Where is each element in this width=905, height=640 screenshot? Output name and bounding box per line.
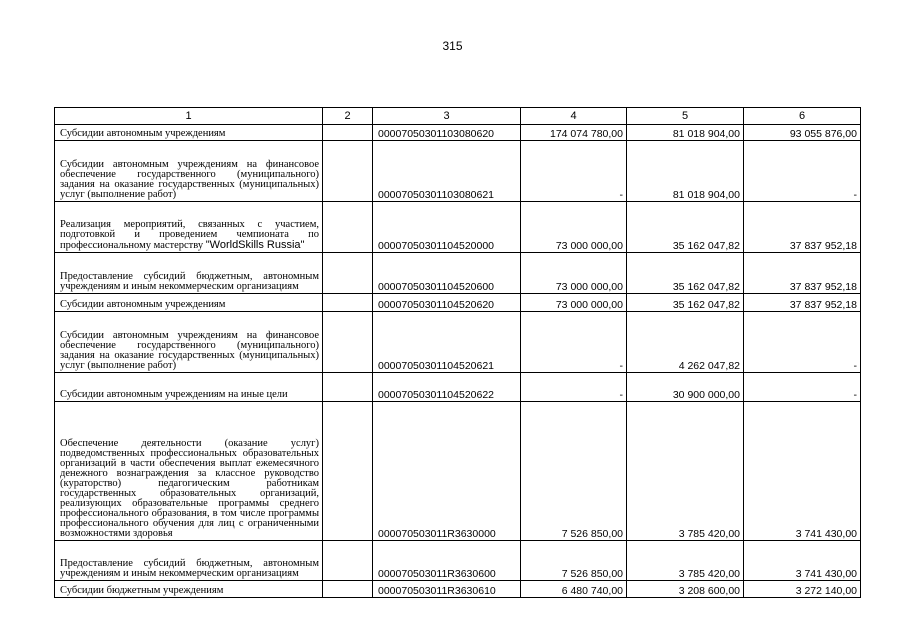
row-code: 000070503011R3630000 [373,402,521,541]
row-value-4: 7 526 850,00 [521,541,627,581]
row-col2 [323,125,373,141]
row-col2 [323,202,373,253]
row-value-5: 4 262 047,82 [627,312,744,373]
row-value-6: - [744,141,861,202]
row-code: 00007050301104520000 [373,202,521,253]
row-value-5: 35 162 047,82 [627,253,744,294]
row-col2 [323,541,373,581]
header-cell-2: 2 [323,108,373,125]
header-cell-3: 3 [373,108,521,125]
row-name: Субсидии автономным учреждениям на иные цели [55,373,323,402]
table-row [55,141,861,202]
table-row [55,312,861,373]
header-cell-6: 6 [744,108,861,125]
header-cell-5: 5 [627,108,744,125]
row-value-5: 30 900 000,00 [627,373,744,402]
row-name: Субсидии бюджетным учреждениям [55,581,323,598]
row-name: Предоставление субсидий бюджетным, автономным учреждениям и иным некоммерческим организациям [55,253,323,294]
table-row [55,125,861,141]
row-value-6: 37 837 952,18 [744,253,861,294]
row-col2 [323,294,373,312]
table-row [55,373,861,402]
row-col2 [323,141,373,202]
row-value-5: 35 162 047,82 [627,294,744,312]
row-value-4: 6 480 740,00 [521,581,627,598]
row-code: 00007050301103080621 [373,141,521,202]
header-cell-4: 4 [521,108,627,125]
row-value-6: 3 741 430,00 [744,541,861,581]
budget-table [54,107,861,598]
row-value-4: 7 526 850,00 [521,402,627,541]
row-value-6: 3 741 430,00 [744,402,861,541]
row-name: Субсидии автономным учреждениям на финансовое обеспечение государственного (муниципального) задания на оказание государственных (муниципальных) услуг (выполнение работ) [55,141,323,202]
row-value-6: - [744,373,861,402]
row-value-5: 81 018 904,00 [627,141,744,202]
row-name: Субсидии автономным учреждениям [55,125,323,141]
row-value-5: 3 785 420,00 [627,541,744,581]
row-value-6: 37 837 952,18 [744,294,861,312]
row-col2 [323,402,373,541]
row-col2 [323,253,373,294]
row-value-5: 3 785 420,00 [627,402,744,541]
row-value-6: 37 837 952,18 [744,202,861,253]
row-value-4: - [521,312,627,373]
row-name: Предоставление субсидий бюджетным, автономным учреждениям и иным некоммерческим организациям [55,541,323,581]
row-name-tail: "WorldSkills Russia" [205,239,305,251]
row-value-5: 3 208 600,00 [627,581,744,598]
row-col2 [323,581,373,598]
row-value-4: 174 074 780,00 [521,125,627,141]
row-value-6: - [744,312,861,373]
table-row [55,294,861,312]
table-row [55,253,861,294]
table-row [55,581,861,598]
row-value-5: 35 162 047,82 [627,202,744,253]
row-name: Субсидии автономным учреждениям [55,294,323,312]
row-col2 [323,373,373,402]
page-number: 315 [442,39,463,53]
row-code: 000070503011R3630610 [373,581,521,598]
row-name: Обеспечение деятельности (оказание услуг) подведомственных профессиональных образовательных организаций в части обеспечения выплат ежемесячного денежного вознаграждения за классное руководство (кураторство) педагогическим работникам государственных образовательных организаций, реализующих образовательные программы среднего профессионального образования, в том числе программы профессионального обучения для лиц с ограниченными возможностями здоровья [55,402,323,541]
table-row [55,202,861,253]
row-value-4: 73 000 000,00 [521,294,627,312]
table-row [55,541,861,581]
row-name [55,202,323,253]
row-value-4: - [521,373,627,402]
table-row [55,402,861,541]
row-value-4: 73 000 000,00 [521,202,627,253]
row-code: 000070503011R3630600 [373,541,521,581]
row-code: 00007050301104520622 [373,373,521,402]
header-cell-1: 1 [55,108,323,125]
row-name: Субсидии автономным учреждениям на финансовое обеспечение государственного (муниципального) задания на оказание государственных (муниципальных) услуг (выполнение работ) [55,312,323,373]
row-col2 [323,312,373,373]
row-value-4: - [521,141,627,202]
row-value-6: 93 055 876,00 [744,125,861,141]
row-code: 00007050301104520600 [373,253,521,294]
row-code: 00007050301104520620 [373,294,521,312]
row-code: 00007050301104520621 [373,312,521,373]
row-value-4: 73 000 000,00 [521,253,627,294]
row-name-text: Реализация мероприятий, связанных с участием, подготовкой и проведением чемпионата по профессиональному мастерству [60,219,319,251]
row-code: 00007050301103080620 [373,125,521,141]
header-row [55,108,861,125]
row-value-5: 81 018 904,00 [627,125,744,141]
row-value-6: 3 272 140,00 [744,581,861,598]
